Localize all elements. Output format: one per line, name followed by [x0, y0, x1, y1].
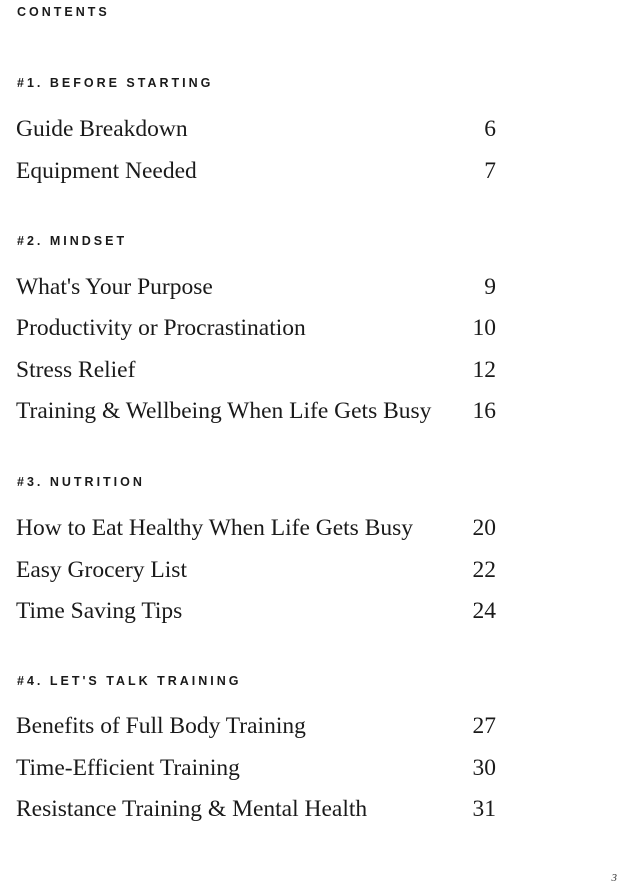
- entry-page-number: 20: [472, 515, 496, 541]
- entry-title: Stress Relief: [16, 357, 136, 383]
- toc-entry-easy-grocery-list[interactable]: [16, 554, 496, 586]
- entry-title: Benefits of Full Body Training: [16, 713, 306, 739]
- entry-title: Easy Grocery List: [16, 557, 187, 583]
- toc-entry-training-wellbeing[interactable]: [16, 395, 496, 427]
- toc-entry-whats-your-purpose[interactable]: [16, 271, 496, 303]
- toc-entry-full-body-training[interactable]: [16, 710, 496, 742]
- entry-page-number: 31: [472, 796, 496, 822]
- section-heading: #1. BEFORE STARTING: [17, 76, 214, 90]
- toc-entry-eat-healthy[interactable]: [16, 512, 496, 544]
- entry-page-number: 16: [472, 398, 496, 424]
- toc-entry-guide-breakdown[interactable]: [16, 113, 496, 145]
- entry-page-number: 7: [484, 158, 496, 184]
- toc-entry-productivity-or-procrastination[interactable]: [16, 312, 496, 344]
- toc-entry-equipment-needed[interactable]: [16, 155, 496, 187]
- toc-entry-stress-relief[interactable]: [16, 354, 496, 386]
- footer-page-number: 3: [611, 872, 617, 884]
- entry-title: Equipment Needed: [16, 158, 197, 184]
- entry-title: Productivity or Procrastination: [16, 315, 306, 341]
- entry-page-number: 9: [484, 274, 496, 300]
- entry-title: Resistance Training & Mental Health: [16, 796, 368, 822]
- entry-page-number: 24: [472, 598, 496, 624]
- toc-entry-time-efficient-training[interactable]: [16, 752, 496, 784]
- section-heading: #4. LET'S TALK TRAINING: [17, 674, 242, 688]
- entry-page-number: 10: [472, 315, 496, 341]
- entry-title: How to Eat Healthy When Life Gets Busy: [16, 515, 414, 541]
- entry-page-number: 12: [472, 357, 496, 383]
- toc-entry-time-saving-tips[interactable]: [16, 595, 496, 627]
- entry-title: Time Saving Tips: [16, 598, 183, 624]
- section-heading: #3. NUTRITION: [17, 475, 145, 489]
- entry-page-number: 22: [472, 557, 496, 583]
- entry-title: Guide Breakdown: [16, 116, 188, 142]
- page-title: CONTENTS: [17, 5, 110, 19]
- entry-title: What's Your Purpose: [16, 274, 213, 300]
- entry-page-number: 30: [472, 755, 496, 781]
- section-heading: #2. MINDSET: [17, 234, 128, 248]
- entry-page-number: 27: [472, 713, 496, 739]
- entry-title: Time-Efficient Training: [16, 755, 240, 781]
- entry-page-number: 6: [484, 116, 496, 142]
- toc-entry-resistance-training[interactable]: [16, 793, 496, 825]
- entry-title: Training & Wellbeing When Life Gets Busy: [16, 398, 432, 424]
